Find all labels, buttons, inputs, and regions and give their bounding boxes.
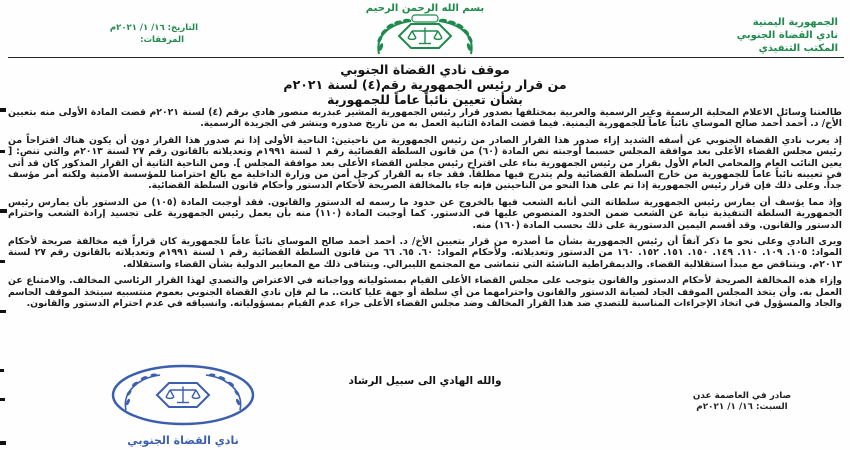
scan-artifact (0, 150, 5, 153)
body-paragraph-2: إذ يعرب نادي القضاة الجنوبي عن أسفه الشديد إزاء صدور هذا القرار الصادر من رئيس الجمهورية من ناحيتين: الناحية الأولى إذا تم صدور هذا القرار دون أن يكون هناك اقتراحاً من رئيس مجلس القضاء الأعلى بعد موافقة المجلس حسبما أوجبته نص المادة (٦٠) من قانون السلطة القضائية رقم ١ لسنة ١٩٩١م وتعديلاته بالقانون رقم ٢٧ لسنة ٢٠١٣م والتي تنص: [ يعين النائب العام والمحامي العام الأول بقرار من رئيس الجمهورية بناء على اقتراح رئيس مجلس القضاء الأعلى بعد موافقة المجلس ]. ومن الناحية الثانية أن القرار المذكور كان قد أتى في تعيينه نائباً عاماً للجمهورية من خارج السلطة القضائية ولم يتدرج فيها مطلقاً. فقد جاء به القرار كرجل أمن من وزارة الداخلية مع بالغ احترامنا للمؤسسة الأمنية ولكنه أمر مؤسف جداً. وعلى ذلك فإن قرار رئيس الجمهورية إذا تم على هذا النحو من الناحيتين فإنه جاء بالمخالفة الصريحة لأحكام الدستور وأحكام قانون السلطة القضائية. (8, 134, 842, 192)
closing-invocation: والله الهادي الى سبيل الرشاد (348, 375, 502, 387)
body-paragraph-1: طالعتنا وسائل الاعلام المحلية الرسمية وغير الرسمية والعربية بمختلفها بصدور قرار رئيس الجمهورية المشير عبدربه منصور هادي برقم (٤) لسنة ٢٠٢١م قضت المادة الأولى منه بتعيين الأخ/ د. أحمد أحمد صالح الموساي نائباً عاماً للجمهورية اليمنية. فيما قضت المادة الثانية العمل به من تاريخ صدوره وينشر في الجريدة الرسمية. (8, 107, 843, 130)
issued-place: صادر في العاصمة عدن (692, 391, 792, 401)
seal-caption: نادي القضاة الجنوبي (127, 434, 239, 447)
header-divider (8, 57, 844, 58)
letterhead-org-block (608, 16, 838, 55)
scan-artifact (0, 398, 5, 401)
attachments-label: المرفقات: (140, 35, 184, 45)
body-paragraph-5: وإزاء هذه المخالفة الصريحة لأحكام الدستور والقانون يتوجب على مجلس القضاء الأعلى القيام بمسئولياته وواجباته في الاعتراض والتصدي لهذا القرار الرئاسي المخالف. والامتناع عن العمل به. وأن يتخذ المجلس الموقف الجاد لصيانة الدستور والقانون واحترامهما من أي سلطة أو جهة عليا كانت.. ما لم فإن نادي القضاة الجنوبي بعموم منتسبيه سيتخذ الموقف الحاسم والجاد والمسؤول في اتخاذ الإجراءات المناسبة للتصدي ضد هذا القرار المخالف وضد مجلس القضاء الأعلى جراء عدم القيام بمسؤولياته. وانسياقه في عدم احترام الدستور والقانون. (8, 275, 842, 310)
scan-artifact (0, 441, 6, 445)
scan-artifact (0, 310, 6, 313)
body-paragraph-3: وإذ مما يؤسف أن يمارس رئيس الجمهورية سلطاته التي أنابه الشعب فيها بالخروج عن حدود ما رسمه له الدستور والقانون. فقد أوجبت المادة (١٠٥) من الدستور بأن يمارس رئيس الجمهورية السلطة التنفيذية نيابة عن الشعب ضمن الحدود المنصوص عليها في الدستور. كما أوجبت المادة (١١٠) منه بأن يعمل رئيس الجمهورية على تجسيد إرادة الشعب واحترام الدستور والقانون. وقد أقسم اليمين الدستورية على ذلك بحسب المادة (١٦٠) منه. (8, 196, 843, 231)
issuance-block (652, 391, 832, 413)
justice-scales-seal-icon (98, 364, 268, 432)
letterhead-office: المكتب التنفيذي (758, 43, 838, 54)
scan-artifact (0, 369, 4, 372)
scan-artifact (0, 260, 5, 263)
title-line-1: موقف نادي القضاة الجنوبي (340, 62, 510, 77)
document-body (8, 107, 842, 315)
letterhead-date-block (28, 22, 198, 46)
issued-date: السبت: ١٦/ ١/ ٢٠٢١م (696, 402, 788, 412)
body-paragraph-4: ويرى النادي وعلى نحو ما ذكر آنفاً أن رئيس الجمهورية بشأن ما أصدره من قرار بتعيين الأخ/ د. أحمد أحمد صالح الموساي نائباً عاماً للجمهورية كان قراراً فيه مخالفة صريحة لأحكام المواد: ١٠٥. ١٠٩. ١١٠. ١٤٩. ١٥٠. ١٥١. ١٥٢. ١٦٠ من الدستور وتعديلاته. ولأحكام المواد: ٦٠. ٦٥. ٦٦ من قانون السلطة القضائية رقم ١ لسنة ١٩٩١م وتعديلاته بالقانون رقم ٢٧ لسنة ٢٠١٣م. ويتناقض مع مبدأ استقلالية القضاء. والديمقراطية الناشئة التي تتماشى مع المجتمع الليبرالي. ويتنافى ذلك مع المعايير الدولية بشأن القضاء واستقلاله. (8, 236, 842, 270)
letterhead-club-name: نادي القضاة الجنوبي (736, 30, 838, 41)
title-line-3: بشأن تعيين نائباً عاماً للجمهورية (327, 92, 523, 107)
basmala-text: بسم الله الرحمن الرحيم (365, 3, 485, 14)
date-line: التاريخ: ١٦/ ١/ ٢٠٢١م (109, 23, 198, 33)
scan-artifact (0, 209, 7, 213)
letterhead-country: الجمهورية اليمنية (752, 17, 838, 28)
title-line-2: من قرار رئيس الجمهورية رقم(٤) لسنة ٢٠٢١م (283, 77, 567, 92)
justice-scales-emblem-icon (365, 14, 485, 62)
scan-artifact (0, 108, 6, 112)
document-title (0, 62, 850, 107)
club-seal (98, 364, 268, 447)
